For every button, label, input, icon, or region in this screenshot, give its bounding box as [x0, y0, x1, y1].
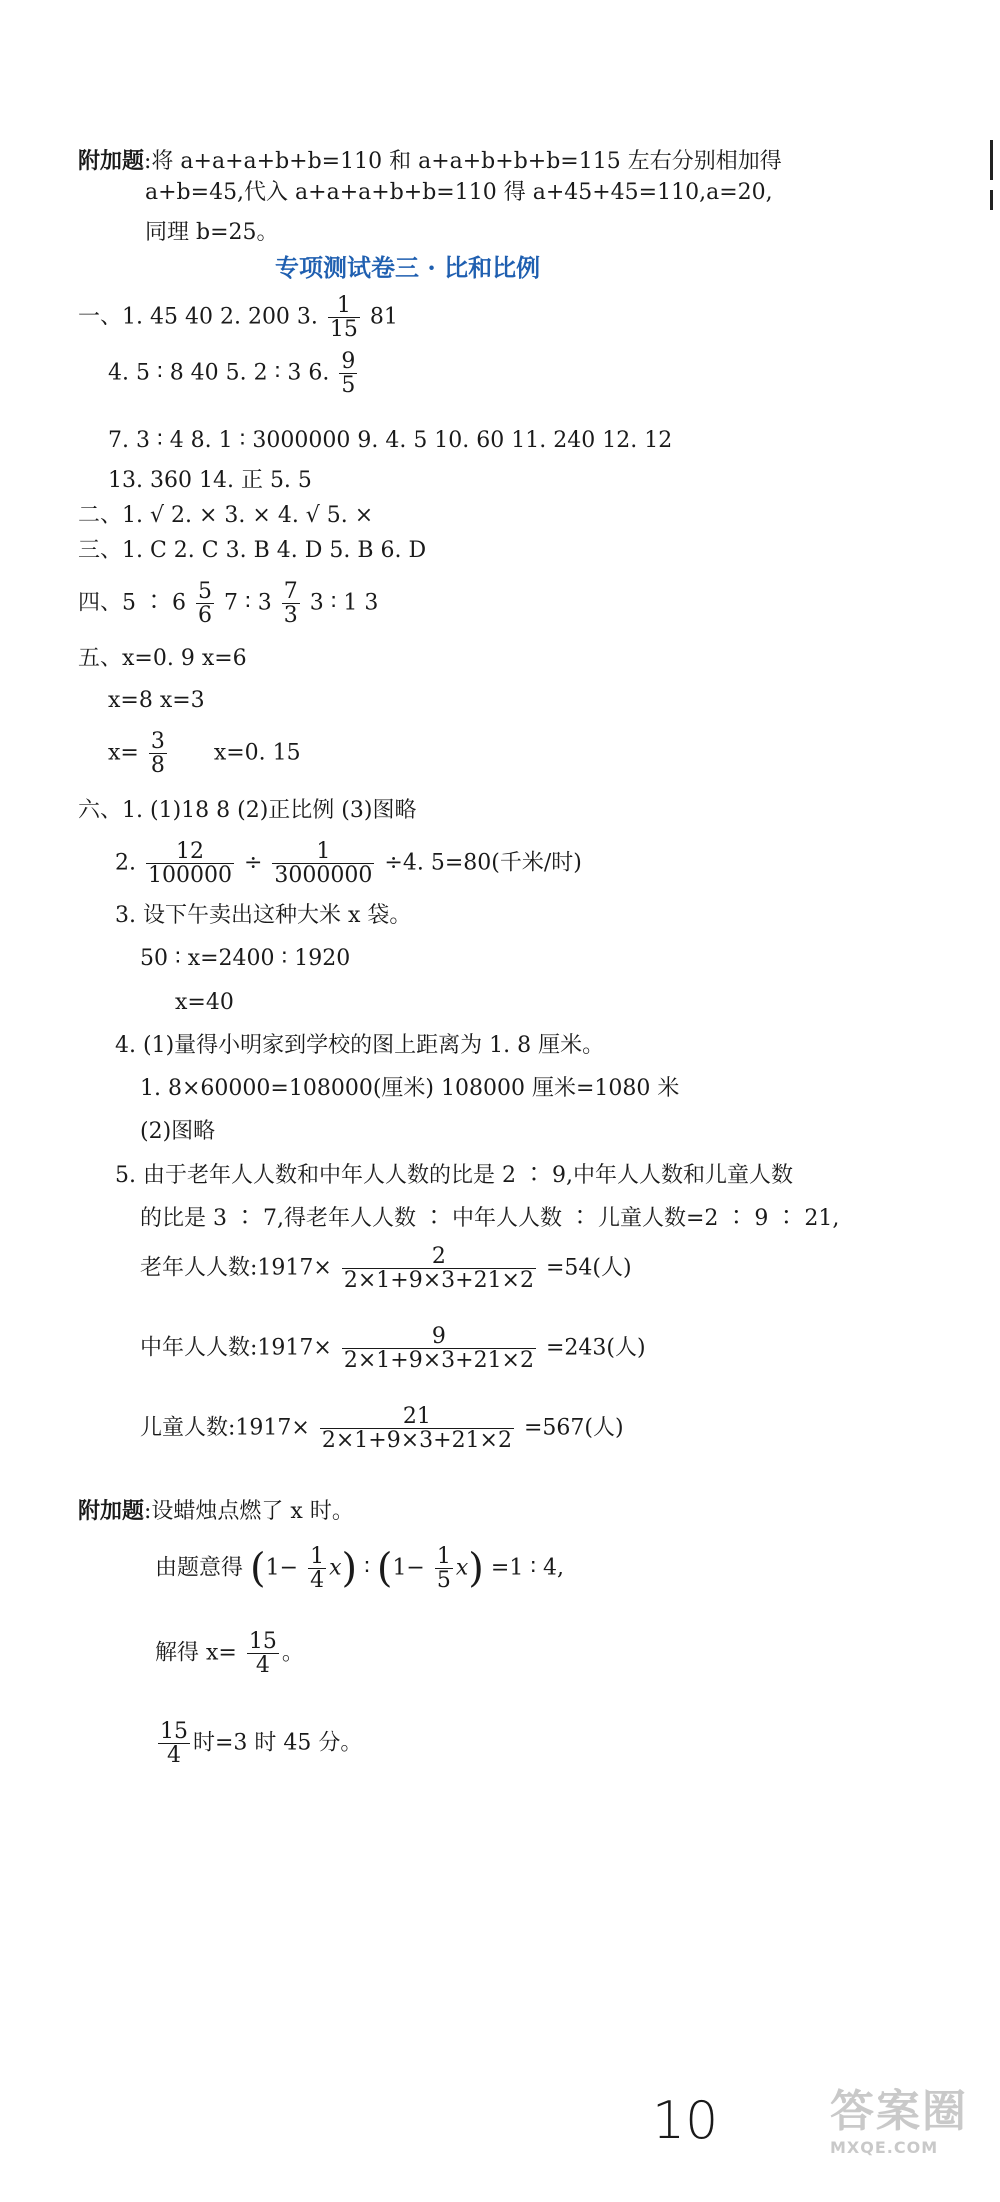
fraction: $\frac{21}{2\times 1+9\times 3+21\times 2}$: [321, 1404, 512, 1454]
part5-row-1: 五、x=0. 9 x=6: [78, 646, 247, 671]
part3-row: 三、1. C 2. C 3. B 4. D 5. B 6. D: [78, 538, 427, 563]
fraction: $\frac{15}{4}$: [248, 1629, 277, 1679]
bottom-bonus-line-2: 由题意得 (1− $\frac{1}{4}$ x) ∶ (1− $\frac{1}{5}$ x) =1 ∶ 4,: [155, 1544, 565, 1594]
part4-row: 四、5 ∶ 6 $\frac{5}{6}$ 7 ∶ 3 $\frac{7}{3}$ 3 ∶ 1 3: [78, 579, 379, 629]
top-bonus-line-1: 附加题:将 a+a+a+b+b=110 和 a+a+b+b+b=115 左右分别相加得: [78, 148, 782, 174]
binding-mark: [990, 140, 993, 180]
binding-mark: [990, 190, 993, 210]
fraction: $\frac{12}{100000}$: [148, 839, 232, 889]
part5-row-2: x=8 x=3: [108, 688, 205, 713]
watermark-url: MXQE.COM: [830, 2138, 939, 2157]
part1-row-1: 一、1. 45 40 2. 200 3. $\frac{1}{15}$ 81: [78, 293, 398, 343]
part6-q5-child: 儿童人数:1917× $\frac{21}{2\times 1+9\times 3+21\times 2}$ =567(人): [140, 1404, 624, 1454]
top-bonus-line-2: a+b=45,代入 a+a+a+b+b=110 得 a+45+45=110,a=20,: [145, 180, 773, 205]
part6-q5-old: 老年人人数:1917× $\frac{2}{2\times 1+9\times 3+21\times 2}$ =54(人): [140, 1244, 632, 1294]
fraction: $\frac{3}{8}$: [150, 729, 165, 779]
bottom-bonus-line-4: $\frac{15}{4}$ 时=3 时 45 分。: [160, 1719, 363, 1769]
part6-q4-line-1: 4. (1)量得小明家到学校的图上距离为 1. 8 厘米。: [115, 1033, 605, 1058]
fraction: $\frac{2}{2\times 1+9\times 3+21\times 2}$: [343, 1244, 534, 1294]
part1-row-2: 4. 5 ∶ 8 40 5. 2 ∶ 3 6. $\frac{9}{5}$: [108, 349, 356, 399]
part6-q3-line-1: 3. 设下午卖出这种大米 x 袋。: [115, 903, 412, 928]
part5-row-3: x= $\frac{3}{8}$ x=0. 15: [108, 729, 301, 779]
fraction: $\frac{9}{5}$: [341, 349, 356, 399]
part6-q5-line-2: 的比是 3 ∶ 7,得老年人人数 ∶ 中年人人数 ∶ 儿童人数=2 ∶ 9 ∶ 21,: [140, 1206, 840, 1231]
part6-q4-line-2: 1. 8×60000=108000(厘米) 108000 厘米=1080 米: [140, 1076, 680, 1101]
bottom-bonus-line-3: 解得 x= $\frac{15}{4}$ 。: [155, 1629, 304, 1679]
top-bonus-label: 附加题: [78, 148, 145, 174]
fraction: $\frac{9}{2\times 1+9\times 3+21\times 2}$: [343, 1324, 534, 1374]
part6-q5-mid: 中年人人数:1917× $\frac{9}{2\times 1+9\times 3+21\times 2}$ =243(人): [140, 1324, 646, 1374]
part1-row-3: 7. 3 ∶ 4 8. 1 ∶ 3000000 9. 4. 5 10. 60 11. 240 12. 12: [108, 428, 673, 453]
top-bonus-line-3: 同理 b=25。: [145, 220, 279, 245]
fraction: $\frac{7}{3}$: [283, 579, 298, 629]
section-title: 专项测试卷三 · 比和比例: [275, 253, 541, 282]
part6-q1: 六、1. (1)18 8 (2)正比例 (3)图略: [78, 798, 417, 823]
part6-q2: 2. $\frac{12}{100000}$ ÷ $\frac{1}{3000000}$ ÷4. 5=80(千米/时): [115, 839, 582, 889]
part6-q4-line-3: (2)图略: [140, 1119, 216, 1144]
part6-q5-line-1: 5. 由于老年人人数和中年人人数的比是 2 ∶ 9,中年人人数和儿童人数: [115, 1163, 793, 1188]
part2-row: 二、1. √ 2. × 3. × 4. √ 5. ×: [78, 503, 374, 528]
fraction: $\frac{5}{6}$: [197, 579, 212, 629]
fraction: $\frac{1}{4}$: [310, 1544, 325, 1594]
bottom-bonus-line-1: 附加题:设蜡烛点燃了 x 时。: [78, 1498, 354, 1524]
bottom-bonus-label: 附加题: [78, 1498, 145, 1524]
watermark: [830, 2086, 995, 2190]
part1-row-4: 13. 360 14. 正 5. 5: [108, 468, 312, 493]
part6-q3-line-3: x=40: [175, 990, 234, 1015]
page-number: 10: [652, 2091, 719, 2151]
part6-q3-line-2: 50 ∶ x=2400 ∶ 1920: [140, 946, 351, 971]
fraction: $\frac{1}{5}$: [436, 1544, 451, 1594]
fraction: $\frac{15}{4}$: [160, 1719, 188, 1769]
watermark-logo: 答案圈: [830, 2086, 968, 2137]
fraction: $\frac{1}{15}$: [329, 293, 358, 343]
fraction: $\frac{1}{3000000}$: [274, 839, 373, 889]
